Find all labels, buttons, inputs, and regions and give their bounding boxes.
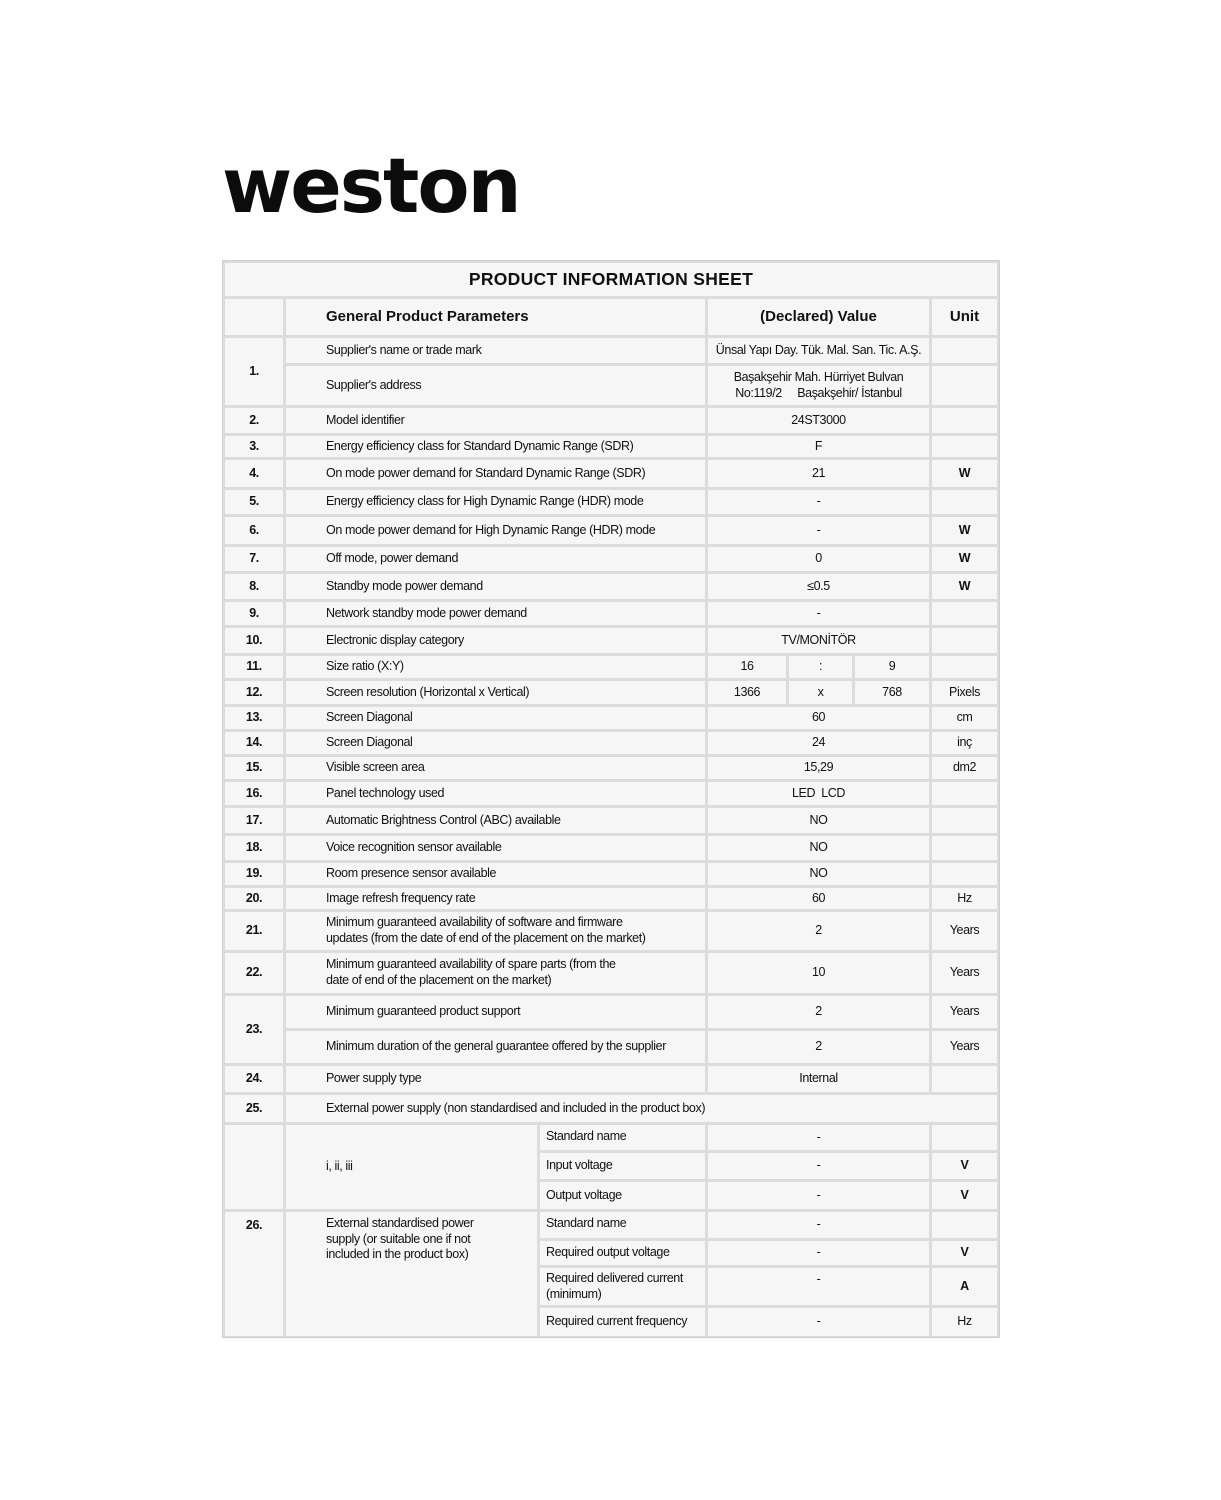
row-unit-20: Hz [932, 888, 997, 909]
row-value-7: 0 [708, 547, 929, 571]
size-ratio-y: 9 [855, 656, 929, 678]
row-value-3: F [708, 436, 929, 457]
row-num-1: 1. [225, 338, 283, 405]
row-unit-8: W [932, 574, 997, 599]
row-value-13: 60 [708, 707, 929, 729]
brand-logo: weston [222, 141, 520, 230]
row-label-21-line1: Minimum guaranteed availability of software and firmware [326, 915, 623, 930]
row-num-5: 5. [225, 490, 283, 514]
row-unit-9 [932, 602, 997, 625]
row-label-8: Standby mode power demand [286, 574, 705, 599]
row-unit-11 [932, 656, 997, 678]
supplier-address-label: Supplier's address [286, 366, 705, 405]
std-psu-standard-name-label: Standard name [540, 1212, 705, 1238]
resolution-vertical: 768 [855, 681, 929, 704]
header-unit: Unit [932, 299, 997, 335]
row-num-21: 21. [225, 912, 283, 950]
row-num-8: 8. [225, 574, 283, 599]
ext-psu-standard-name-label: Standard name [540, 1125, 705, 1150]
row-num-15: 15. [225, 757, 283, 779]
row-label-9: Network standby mode power demand [286, 602, 705, 625]
row-value-5: - [708, 490, 929, 514]
row-value-6: - [708, 517, 929, 544]
row-num-9: 9. [225, 602, 283, 625]
std-psu-frequency-unit: Hz [932, 1308, 997, 1336]
row-unit-21: Years [932, 912, 997, 950]
row-label-21 [286, 912, 705, 950]
row-label-10: Electronic display category [286, 628, 705, 653]
row-value-4: 21 [708, 460, 929, 487]
row-label-6: On mode power demand for High Dynamic Range (HDR) mode [286, 517, 705, 544]
row-label-19: Room presence sensor available [286, 863, 705, 885]
row-num-3: 3. [225, 436, 283, 457]
product-information-table [222, 260, 1000, 1338]
row-num-4: 4. [225, 460, 283, 487]
row-value-19: NO [708, 863, 929, 885]
row-label-14: Screen Diagonal [286, 732, 705, 754]
row-num-19: 19. [225, 863, 283, 885]
row-label-5: Energy efficiency class for High Dynamic Range (HDR) mode [286, 490, 705, 514]
row-num-13: 13. [225, 707, 283, 729]
row-unit-19 [932, 863, 997, 885]
row-unit-17 [932, 808, 997, 833]
row-label-17: Automatic Brightness Control (ABC) available [286, 808, 705, 833]
ext-psu-output-voltage-label: Output voltage [540, 1182, 705, 1209]
ext-psu-input-voltage-label: Input voltage [540, 1153, 705, 1179]
row-unit-24 [932, 1066, 997, 1092]
row-label-2: Model identifier [286, 408, 705, 433]
row-label-20: Image refresh frequency rate [286, 888, 705, 909]
row-value-18: NO [708, 836, 929, 860]
row-label-23b: Minimum duration of the general guarantee offered by the supplier [286, 1031, 705, 1063]
supplier-address-unit [932, 366, 997, 405]
row-num-2: 2. [225, 408, 283, 433]
size-ratio-x: 16 [708, 656, 786, 678]
row-value-21: 2 [708, 912, 929, 950]
row-num-25-sub [225, 1125, 283, 1209]
row-label-11: Size ratio (X:Y) [286, 656, 705, 678]
row-num-25: 25. [225, 1095, 283, 1122]
row-label-7: Off mode, power demand [286, 547, 705, 571]
std-psu-output-voltage-value: - [708, 1241, 929, 1265]
row-value-2: 24ST3000 [708, 408, 929, 433]
header-num [225, 299, 283, 335]
ext-psu-standard-name-value: - [708, 1125, 929, 1150]
row-label-24: Power supply type [286, 1066, 705, 1092]
std-psu-current-label-line1: Required delivered current [546, 1270, 683, 1285]
row-label-13: Screen Diagonal [286, 707, 705, 729]
row-label-21-line2: updates (from the date of end of the placement on the market) [326, 931, 646, 945]
std-psu-current-label [540, 1268, 705, 1305]
header-value: (Declared) Value [708, 299, 929, 335]
std-psu-output-voltage-label: Required output voltage [540, 1241, 705, 1265]
row-label-3: Energy efficiency class for Standard Dynamic Range (SDR) [286, 436, 705, 457]
row-num-20: 20. [225, 888, 283, 909]
row-label-15: Visible screen area [286, 757, 705, 779]
row-unit-23b: Years [932, 1031, 997, 1063]
row-value-16: LED LCD [708, 782, 929, 805]
row-num-11: 11. [225, 656, 283, 678]
row-unit-12: Pixels [932, 681, 997, 704]
row-label-22-line1: Minimum guaranteed availability of spare parts (from the [326, 957, 616, 972]
row-unit-2 [932, 408, 997, 433]
row-value-22: 10 [708, 953, 929, 993]
row-value-24: Internal [708, 1066, 929, 1092]
row-label-26 [286, 1212, 537, 1336]
row-label-4: On mode power demand for Standard Dynamic Range (SDR) [286, 460, 705, 487]
row-value-8: ≤0.5 [708, 574, 929, 599]
row-value-15: 15,29 [708, 757, 929, 779]
row-label-26-line2: supply (or suitable one if not [326, 1231, 471, 1246]
row-unit-7: W [932, 547, 997, 571]
row-unit-16 [932, 782, 997, 805]
row-unit-18 [932, 836, 997, 860]
row-unit-3 [932, 436, 997, 457]
ext-psu-output-voltage-unit: V [932, 1182, 997, 1209]
row-label-22 [286, 953, 705, 993]
std-psu-current-label-line2: (minimum) [546, 1286, 602, 1301]
row-unit-4: W [932, 460, 997, 487]
row-value-9: - [708, 602, 929, 625]
address-line-1: Başakşehir Mah. Hürriyet Bulvan [733, 369, 904, 384]
row-label-26-line3: included in the product box) [326, 1247, 469, 1262]
row-num-14: 14. [225, 732, 283, 754]
address-line-2: No:119/2 Başakşehir/ İstanbul [735, 385, 902, 400]
row-num-26: 26. [225, 1212, 283, 1336]
row-num-10: 10. [225, 628, 283, 653]
row-num-22: 22. [225, 953, 283, 993]
row-value-10: TV/MONİTÖR [708, 628, 929, 653]
ext-psu-input-voltage-unit: V [932, 1153, 997, 1179]
std-psu-current-value: - [708, 1268, 929, 1305]
row-value-14: 24 [708, 732, 929, 754]
std-psu-frequency-value: - [708, 1308, 929, 1336]
ext-psu-input-voltage-value: - [708, 1153, 929, 1179]
row-label-25: External power supply (non standardised and included in the product box) [286, 1095, 997, 1122]
row-label-25-sub: i, ii, iii [286, 1125, 537, 1209]
std-psu-standard-name-value: - [708, 1212, 929, 1238]
row-num-17: 17. [225, 808, 283, 833]
row-unit-14: inç [932, 732, 997, 754]
row-value-23b: 2 [708, 1031, 929, 1063]
row-num-23: 23. [225, 996, 283, 1063]
row-label-12: Screen resolution (Horizontal x Vertical) [286, 681, 705, 704]
supplier-name-label: Supplier's name or trade mark [286, 338, 705, 363]
std-psu-standard-name-unit [932, 1212, 997, 1238]
row-unit-6: W [932, 517, 997, 544]
header-param: General Product Parameters [286, 299, 705, 335]
row-unit-13: cm [932, 707, 997, 729]
supplier-address-value [708, 366, 929, 405]
ext-psu-output-voltage-value: - [708, 1182, 929, 1209]
row-unit-15: dm2 [932, 757, 997, 779]
row-unit-23a: Years [932, 996, 997, 1028]
std-psu-current-unit: A [932, 1268, 997, 1305]
row-label-18: Voice recognition sensor available [286, 836, 705, 860]
row-unit-10 [932, 628, 997, 653]
row-num-6: 6. [225, 517, 283, 544]
row-num-7: 7. [225, 547, 283, 571]
row-label-26-line1: External standardised power [326, 1216, 474, 1230]
supplier-name-unit [932, 338, 997, 363]
size-ratio-separator: : [789, 656, 852, 678]
row-label-22-line2: date of end of the placement on the market) [326, 973, 552, 987]
row-label-16: Panel technology used [286, 782, 705, 805]
row-num-16: 16. [225, 782, 283, 805]
row-unit-5 [932, 490, 997, 514]
supplier-name-value: Ünsal Yapı Day. Tük. Mal. San. Tic. A.Ş. [708, 338, 929, 363]
std-psu-output-voltage-unit: V [932, 1241, 997, 1265]
resolution-separator: x [789, 681, 852, 704]
row-num-18: 18. [225, 836, 283, 860]
table-title: PRODUCT INFORMATION SHEET [225, 263, 997, 296]
row-label-23a: Minimum guaranteed product support [286, 996, 705, 1028]
row-unit-22: Years [932, 953, 997, 993]
row-value-20: 60 [708, 888, 929, 909]
ext-psu-standard-name-unit [932, 1125, 997, 1150]
row-value-23a: 2 [708, 996, 929, 1028]
row-num-24: 24. [225, 1066, 283, 1092]
std-psu-frequency-label: Required current frequency [540, 1308, 705, 1336]
row-num-12: 12. [225, 681, 283, 704]
row-value-17: NO [708, 808, 929, 833]
resolution-horizontal: 1366 [708, 681, 786, 704]
